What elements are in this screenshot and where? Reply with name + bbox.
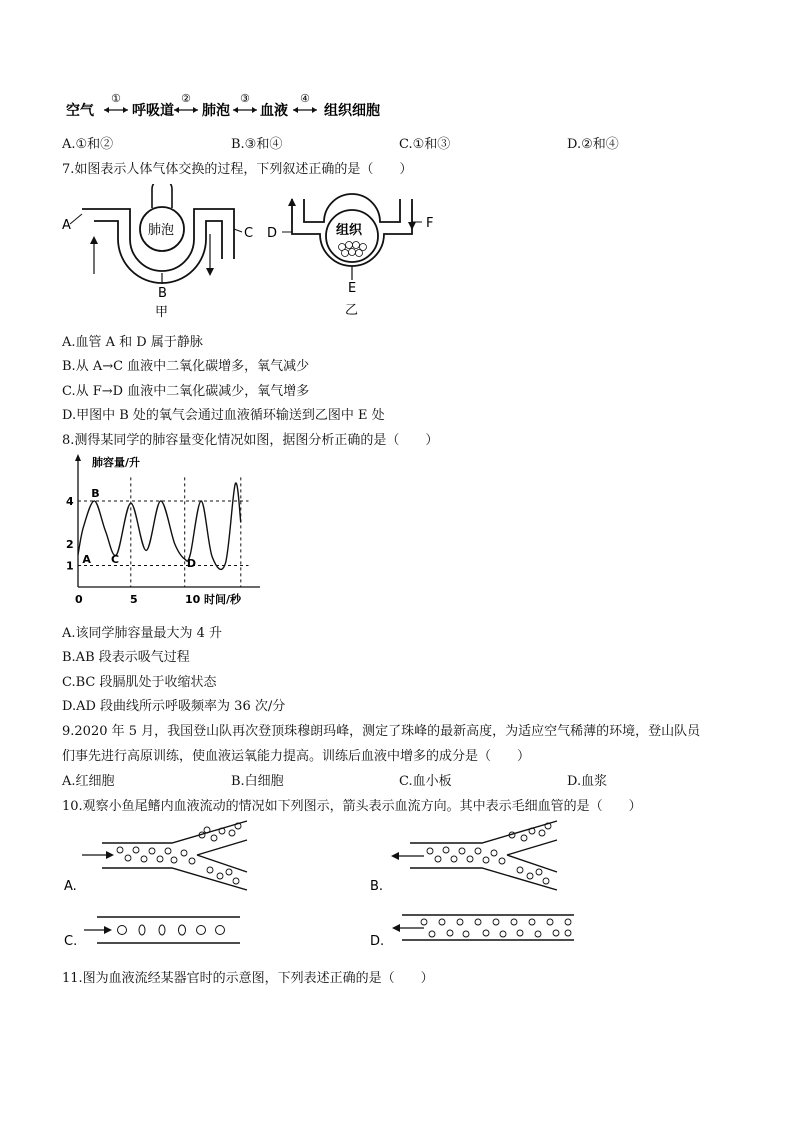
y-tick-label: 4 xyxy=(66,495,74,508)
x-tick-label: 10 xyxy=(185,593,201,606)
blood-flow-diagrams xyxy=(62,818,602,958)
vessel-d-cells xyxy=(421,919,571,937)
q10-figures xyxy=(62,818,602,958)
x-tick-label: 0 xyxy=(75,593,83,606)
label-f: F xyxy=(426,216,434,231)
label-yi: 乙 xyxy=(345,303,359,318)
arrow-down-icon xyxy=(408,222,416,230)
chain-alveoli: 肺泡 xyxy=(202,103,230,119)
q8-option-d[interactable]: D.AD 段曲线所示呼吸频率为 36 次/分 xyxy=(62,699,286,714)
vessel-c-cells xyxy=(118,925,225,935)
arrow-right-icon xyxy=(106,851,114,859)
q8-option-b[interactable]: B.AB 段表示吸气过程 xyxy=(62,650,190,665)
point-label-d: D xyxy=(186,557,197,571)
chain-n2: ② xyxy=(181,92,191,105)
q8-stem: 8.测得某同学的肺容量变化情况如图，据图分析正确的是（ ） xyxy=(62,433,439,448)
chain-air: 空气 xyxy=(66,103,94,119)
label-jia: 甲 xyxy=(155,305,169,320)
arrow-left-icon xyxy=(391,852,399,860)
arrow-up-icon xyxy=(288,198,296,206)
q9-option-c[interactable]: C.血小板 xyxy=(399,774,452,789)
chain-airway: 呼吸道 xyxy=(132,103,174,119)
cell-cluster xyxy=(339,242,367,257)
point-label-a: A xyxy=(82,552,91,566)
arrow-right-icon xyxy=(104,926,112,934)
label-b: B xyxy=(158,286,167,301)
arrow-down-icon xyxy=(206,268,214,276)
q6-option-a[interactable]: A.①和② xyxy=(62,137,114,152)
q10-label-a: A. xyxy=(64,879,77,894)
lung-volume-chart xyxy=(62,452,272,612)
arrow-up-icon xyxy=(90,236,98,244)
q7-stem: 7.如图表示人体气体交换的过程，下列叙述正确的是（ ） xyxy=(62,162,413,177)
q6-option-d[interactable]: D.②和④ xyxy=(567,137,619,152)
q10-label-d: D. xyxy=(370,934,385,949)
q9-option-b[interactable]: B.白细胞 xyxy=(231,774,284,789)
q11-stem: 11.图为血液流经某器官时的示意图，下列表述正确的是（ ） xyxy=(62,971,434,986)
q9-stem-line2: 们事先进行高原训练，使血液运氧能力提高。训练后血液中增多的成分是（ ） xyxy=(62,749,531,764)
lung-volume-curve xyxy=(78,483,241,569)
q6-chain xyxy=(62,88,422,128)
label-tissue: 组织 xyxy=(336,223,363,238)
point-label-c: C xyxy=(111,552,120,566)
label-alveoli: 肺泡 xyxy=(148,223,175,238)
label-d: D xyxy=(267,226,278,241)
q7-option-c[interactable]: C.从 F→D 血液中二氧化碳减少，氧气增多 xyxy=(62,384,310,399)
q10-label-c: C. xyxy=(64,934,78,949)
q9-option-d[interactable]: D.血浆 xyxy=(567,774,608,789)
vessel-d xyxy=(402,915,574,940)
vessel-c xyxy=(97,917,240,943)
chart-grid xyxy=(78,477,249,587)
chain-n3: ③ xyxy=(240,92,250,105)
q8-option-c[interactable]: C.BC 段膈肌处于收缩状态 xyxy=(62,675,217,690)
chain-n4: ④ xyxy=(300,92,310,105)
label-c: C xyxy=(244,226,254,241)
chain-n1: ① xyxy=(111,92,121,105)
y-tick-label: 1 xyxy=(66,559,74,573)
arrow-left-icon xyxy=(392,924,400,932)
y-axis-label: 肺容量/升 xyxy=(92,456,141,469)
label-a: A xyxy=(62,218,71,233)
q6-chain-diagram xyxy=(62,88,422,128)
q9-option-a[interactable]: A.红细胞 xyxy=(62,774,115,789)
q10-stem: 10.观察小鱼尾鳍内血液流动的情况如下列图示，箭头表示血流方向。其中表示毛细血管的是（ ） xyxy=(62,799,642,814)
vessel-b-cells xyxy=(427,823,551,884)
chain-tissue: 组织细胞 xyxy=(324,103,380,119)
q7-option-b[interactable]: B.从 A→C 血液中二氧化碳增多，氧气减少 xyxy=(62,359,310,374)
q7-option-d[interactable]: D.甲图中 B 处的氧气会通过血液循环输送到乙图中 E 处 xyxy=(62,408,385,423)
x-tick-label: 5 xyxy=(130,593,138,606)
q7-option-a[interactable]: A.血管 A 和 D 属于静脉 xyxy=(62,335,203,350)
chain-blood: 血液 xyxy=(260,103,288,119)
gas-exchange-diagram xyxy=(62,184,462,322)
q8-option-a[interactable]: A.该同学肺容量最大为 4 升 xyxy=(62,626,223,641)
y-tick-label: 2 xyxy=(66,538,74,551)
q10-label-b: B. xyxy=(370,879,384,894)
lung-volume-chart-svg xyxy=(62,452,272,612)
q7-figure xyxy=(62,184,462,322)
chart-ticks xyxy=(66,495,201,606)
x-axis-label: 时间/秒 xyxy=(204,593,242,606)
q6-option-b[interactable]: B.③和④ xyxy=(231,137,283,152)
y-axis-arrow-icon xyxy=(75,454,81,461)
q9-stem-line1: 9.2020 年 5 月，我国登山队再次登顶珠穆朗玛峰，测定了珠峰的最新高度，为适应空气稀薄的环境，登山队员 xyxy=(62,724,701,739)
point-label-b: B xyxy=(91,487,100,500)
q6-option-c[interactable]: C.①和③ xyxy=(399,137,451,152)
label-e: E xyxy=(348,281,357,296)
vessel-a-cells xyxy=(117,823,241,884)
